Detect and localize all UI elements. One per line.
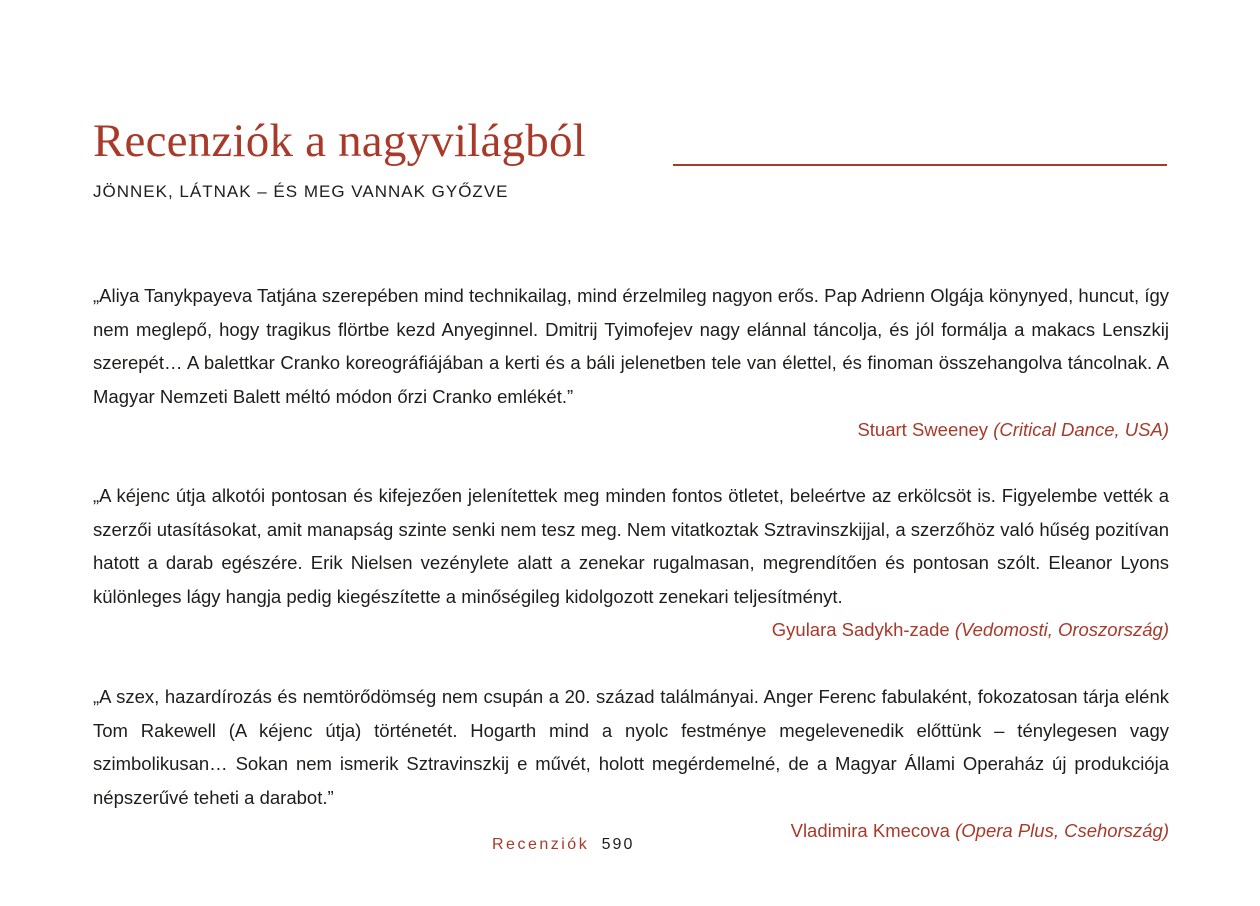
review-1 — [93, 279, 1169, 446]
page-footer — [492, 836, 634, 854]
review-author: Stuart Sweeney — [857, 419, 989, 441]
review-quote: „A szex, hazardírozás és nemtörődömség nem csupán a 20. század találmányai. Anger Ferenc fabulaként, fokozatosan tárja elénk Tom Rakewell (A kéjenc útja) történetét. Hogarth mind a nyolc festménye megelevenedik előttünk – ténylegesen vagy szimbolikusan… Sokan nem ismerik Sztravinszkij e művét, holott megérdemelné, de a Magyar Állami Operaház új produkciója népszerűvé teheti a darabot.” — [93, 686, 1169, 808]
review-source: (Critical Dance, USA) — [993, 419, 1169, 441]
review-source: (Vedomosti, Oroszország) — [954, 619, 1169, 641]
review-3 — [93, 680, 1169, 847]
review-attribution — [93, 613, 1169, 646]
review-source: (Opera Plus, Csehország) — [955, 820, 1169, 842]
review-author: Gyulara Sadykh-zade — [771, 619, 950, 641]
page-subtitle: JÖNNEK, LÁTNAK – ÉS MEG VANNAK GYŐZVE — [93, 182, 509, 201]
title-rule — [673, 164, 1167, 166]
review-attribution — [93, 413, 1169, 446]
review-quote: „Aliya Tanykpayeva Tatjána szerepében mind technikailag, mind érzelmileg nagyon erős. Pap Adrienn Olgája könynyed, huncut, így nem meglepő, hogy tragikus flörtbe kezd Anyeginnel. Dmitrij Tyimofejev nagy elánnal táncolja, és jól formálja a makacs Lenszkij szerepét… A balettkar Cranko koreográfiájában a kerti és a báli jelenetben tele van élettel, és finoman összehangolva táncolnak. A Magyar Nemzeti Balett méltó módon őrzi Cranko emlékét.” — [93, 285, 1169, 407]
footer-section-label: Recenziók — [492, 836, 590, 853]
page-title: Recenziók a nagyvilágból — [93, 115, 586, 167]
review-2 — [93, 479, 1169, 646]
review-author: Vladimira Kmecova — [790, 820, 950, 842]
review-quote: „A kéjenc útja alkotói pontosan és kifejezően jelenítettek meg minden fontos ötletet, beleértve az erkölcsöt is. Figyelembe vették a szerzői utasításokat, amit manapság szinte senki nem tesz meg. Nem vitatkoztak Sztravinszkijjal, a szerzőhöz való hűség pozitívan hatott a darab egészére. Erik Nielsen vezénylete alatt a zenekar rugalmasan, megrendítően és pontosan szólt. Eleanor Lyons különleges lágy hangja pedig kiegészítette a minőségileg kidolgozott zenekari teljesítményt. — [93, 485, 1169, 607]
page-number: 590 — [601, 836, 635, 853]
